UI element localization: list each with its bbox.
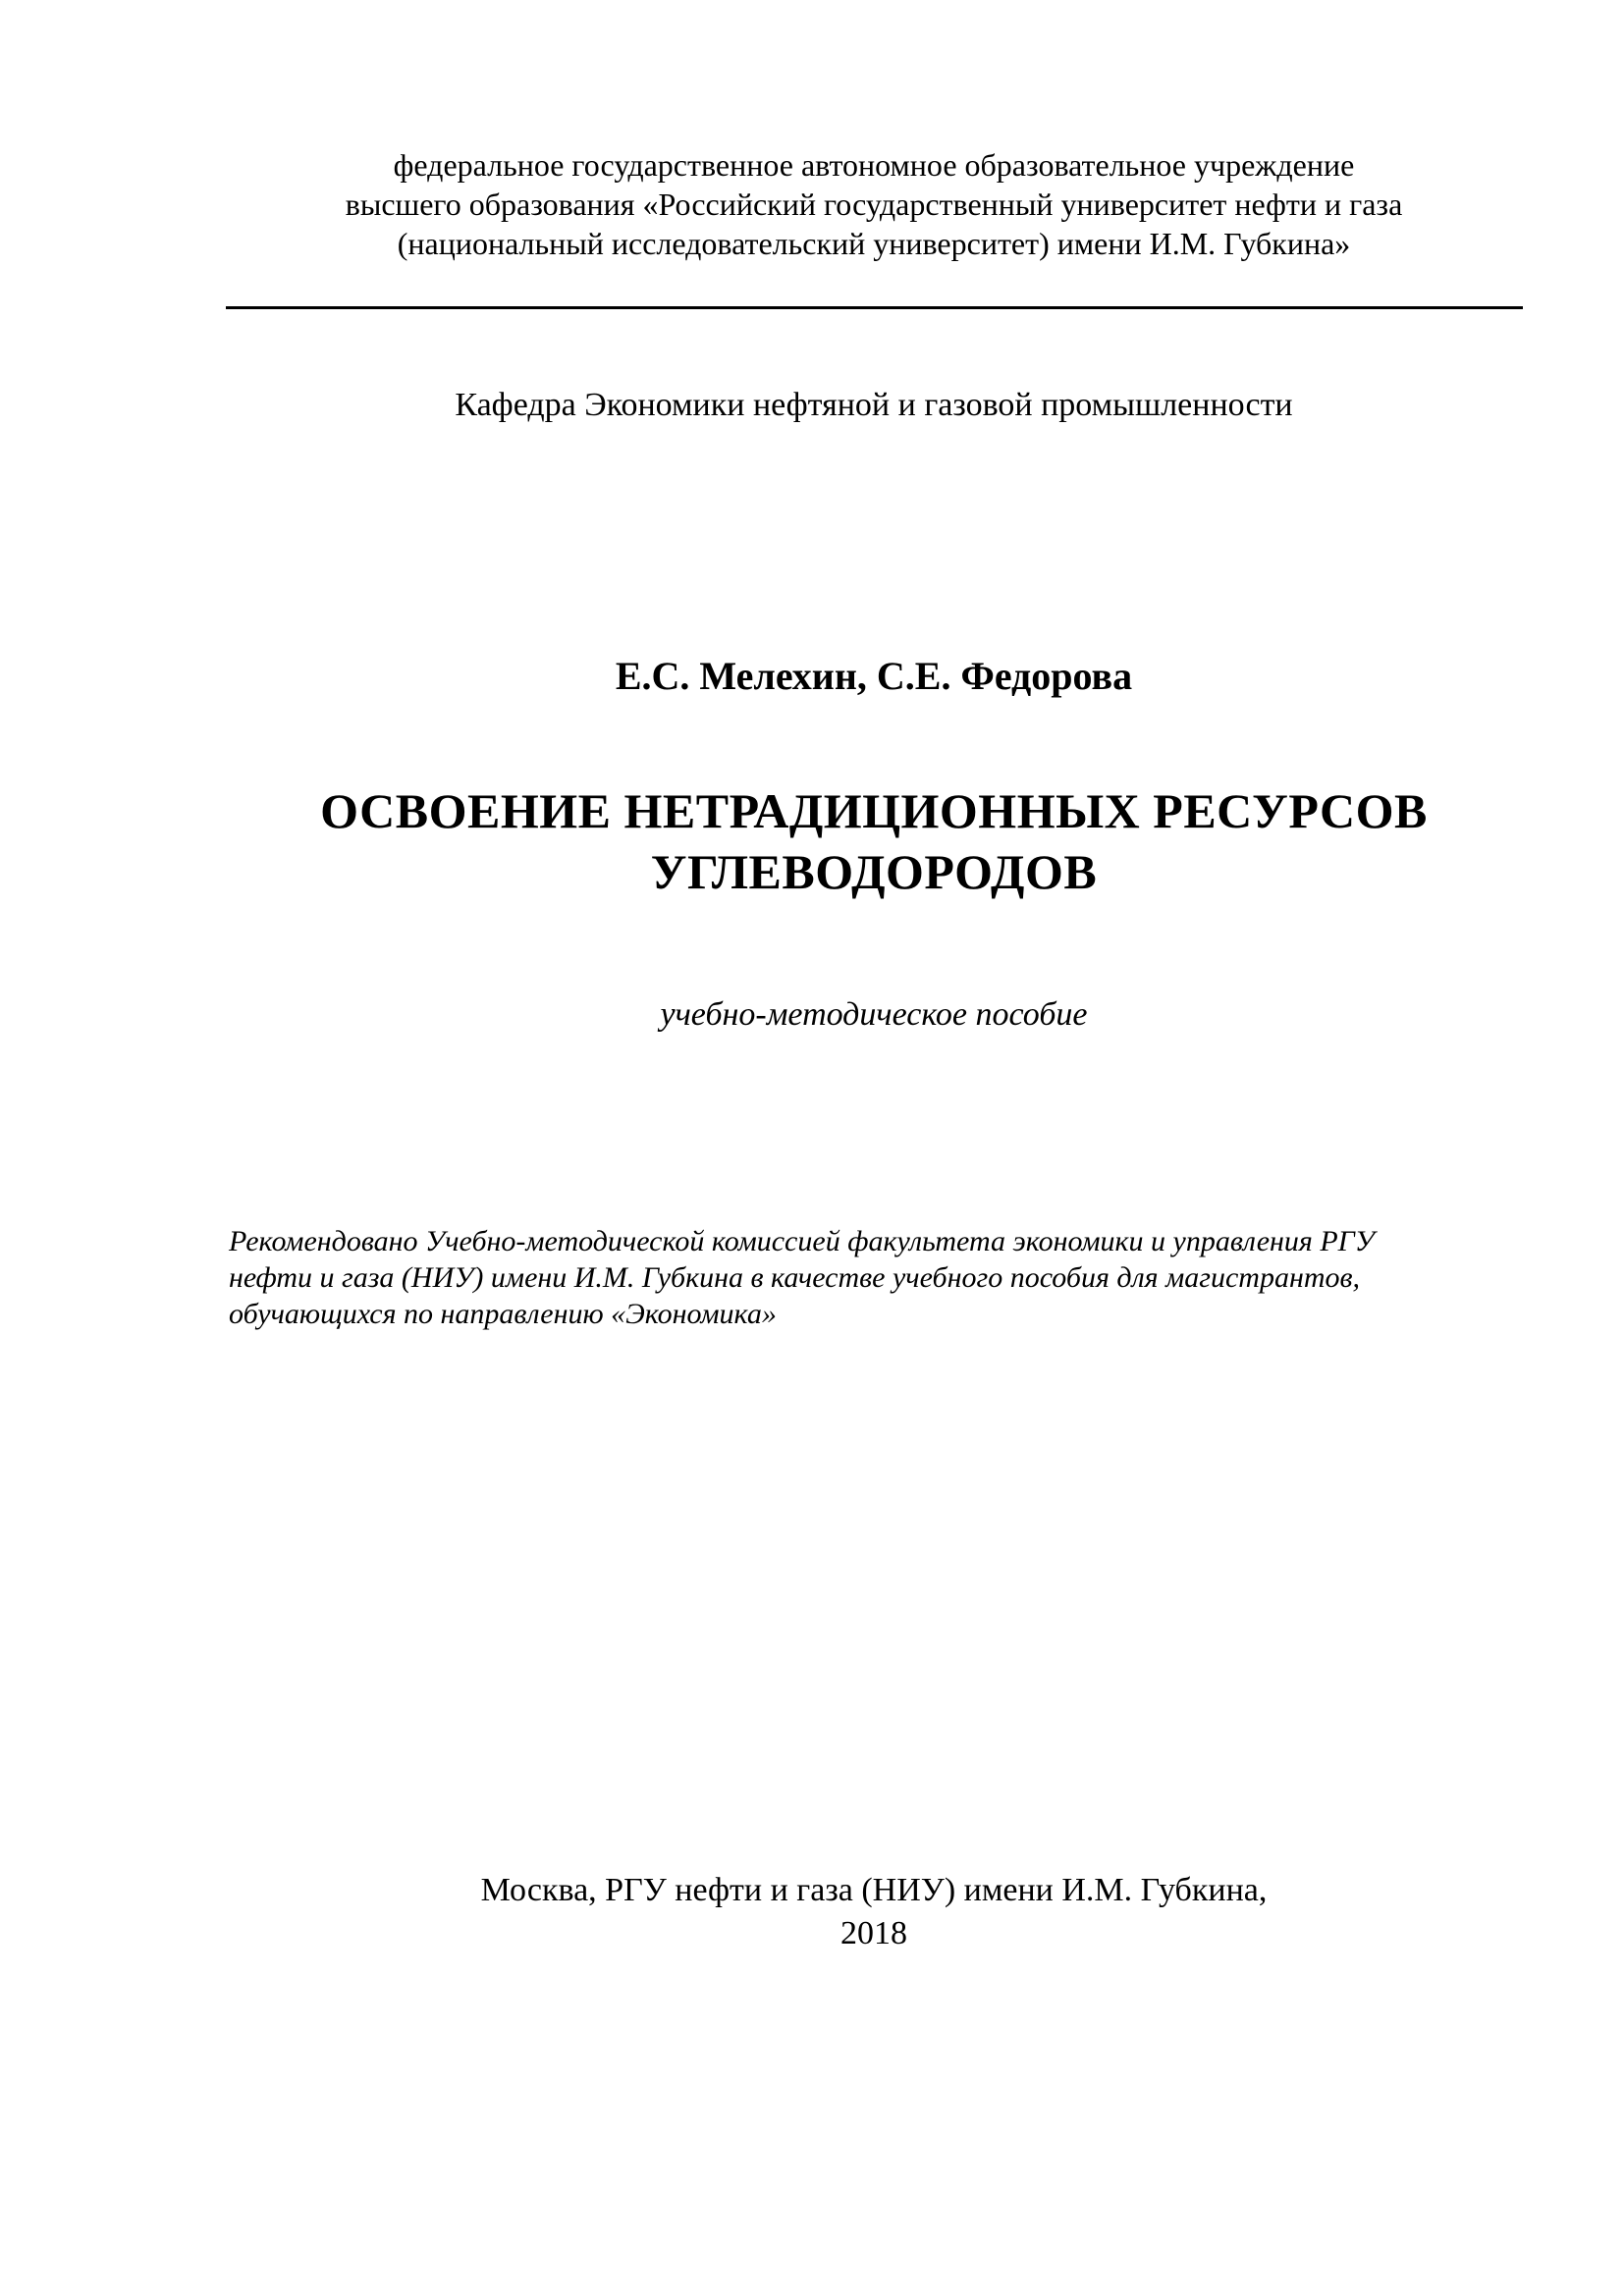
- recommendation-line: нефти и газа (НИУ) имени И.М. Губкина в качестве учебного пособия для магистрантов,: [229, 1261, 1361, 1294]
- institution-line: (национальный исследовательский университет) имени И.М. Губкина»: [397, 226, 1351, 261]
- title-line: УГЛЕВОДОРОДОВ: [650, 844, 1098, 899]
- imprint: [226, 1869, 1522, 1955]
- recommendation-line: обучающихся по направлению «Экономика»: [229, 1298, 777, 1330]
- recommendation-line: Рекомендовано Учебно-методической комиссией факультета экономики и управления РГУ: [229, 1225, 1375, 1257]
- header-divider: [226, 306, 1523, 309]
- imprint-place-publisher: Москва, РГУ нефти и газа (НИУ) имени И.М. Губкина,: [480, 1872, 1268, 1908]
- title-line: ОСВОЕНИЕ НЕТРАДИЦИОННЫХ РЕСУРСОВ: [320, 783, 1428, 838]
- institution-line: федеральное государственное автономное образовательное учреждение: [393, 147, 1355, 183]
- document-title: [226, 780, 1522, 902]
- institution-line: высшего образования «Российский государственный университет нефти и газа: [345, 187, 1403, 222]
- recommendation-note: [229, 1223, 1535, 1332]
- department-name: Кафедра Экономики нефтяной и газовой промышленности: [455, 387, 1293, 423]
- imprint-year: 2018: [840, 1915, 907, 1951]
- document-type: учебно-методическое пособие: [660, 996, 1088, 1033]
- authors: Е.С. Мелехин, С.Е. Федорова: [615, 654, 1133, 698]
- institution-header: [226, 145, 1522, 263]
